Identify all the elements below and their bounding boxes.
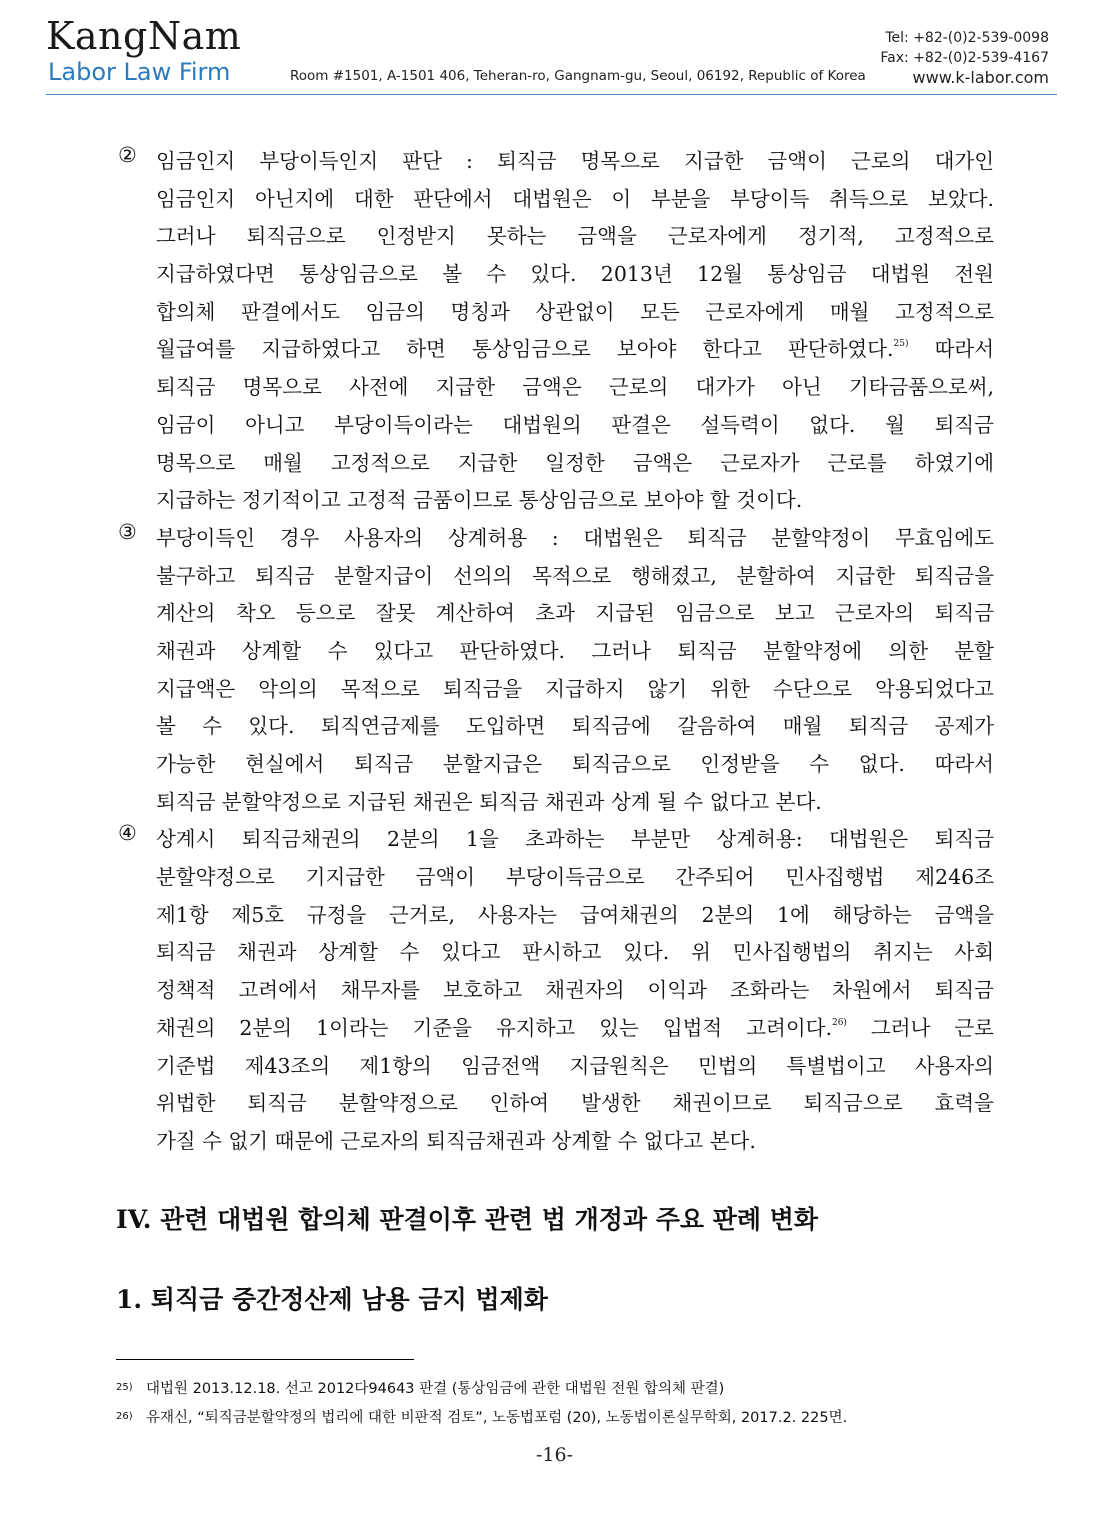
text-line	[156, 331, 994, 369]
footnote-ref[interactable]: 25)	[893, 339, 909, 350]
list-item-3	[114, 520, 994, 822]
text-line: 기준법 제43조의 제1항의 임금전액 지급원칙은 민법의 특별법이고 사용자의	[156, 1053, 994, 1078]
list-item-4	[114, 821, 994, 1160]
website-link[interactable]: www.k-labor.com	[912, 68, 1049, 87]
firm-logo-name: KangNam	[46, 14, 242, 58]
section-heading: IV. 관련 대법원 합의체 판결이후 관련 법 개정과 주요 판례 변화	[116, 1205, 819, 1234]
letterhead	[0, 0, 1109, 100]
list-item-2	[114, 143, 994, 520]
footnote-number: 25)	[116, 1382, 133, 1393]
page-number: -16-	[535, 1444, 574, 1466]
text-line: 임금인지 아닌지에 대한 판단에서 대법원은 이 부분을 부당이득 취득으로 보았다.	[156, 186, 994, 211]
text-line: 위법한 퇴직금 분할약정으로 인하여 발생한 채권이므로 퇴직금으로 효력을	[156, 1091, 994, 1116]
text-line: 가능한 현실에서 퇴직금 분할지급은 퇴직금으로 인정받을 수 없다. 따라서	[156, 752, 994, 776]
text-line: 퇴직금 명목으로 사전에 지급한 금액은 근로의 대가가 아닌 기타금품으로써,	[156, 375, 994, 400]
footnote-number: 26)	[116, 1411, 133, 1422]
text-line: 계산의 착오 등으로 잘못 계산하여 초과 지급된 임금으로 보고 근로자의 퇴직금	[156, 601, 994, 626]
text-line: 부당이득인 경우 사용자의 상계허용 : 대법원은 퇴직금 분할약정이 무효임에도	[156, 525, 994, 550]
text-line: 분할약정으로 기지급한 금액이 부당이득금으로 간주되어 민사집행법 제246조	[156, 865, 994, 890]
footnotes	[116, 1374, 847, 1432]
item-marker: ④	[118, 821, 137, 846]
footnote-text: 대법원 2013.12.18. 선고 2012다94643 판결 (통상임금에 관한 대법원 전원 합의체 판결)	[146, 1381, 725, 1397]
footnote-divider	[116, 1359, 414, 1360]
firm-logo-subtitle: Labor Law Firm	[48, 58, 231, 86]
text-line: 임금이 아니고 부당이득이라는 대법원의 판결은 설득력이 없다. 월 퇴직금	[156, 412, 994, 437]
text-line: 퇴직금 분할약정으로 지급된 채권은 퇴직금 채권과 상계 될 수 없다고 본다.	[156, 789, 822, 814]
line-text: 채권의 2분의 1이라는 기준을 유지하고 있는 입법적 고려이다.	[156, 1015, 832, 1040]
text-line: 상계시 퇴직금채권의 2분의 1을 초과하는 부분만 상계허용: 대법원은 퇴직금	[156, 827, 994, 852]
text-line: 불구하고 퇴직금 분할지급이 선의의 목적으로 행해졌고, 분할하여 지급한 퇴직금을	[156, 563, 994, 588]
text-line: 지급하는 정기적이고 고정적 금품이므로 통상임금으로 보아야 할 것이다.	[156, 488, 803, 513]
header-divider	[46, 94, 1057, 95]
text-line: 지급하였다면 통상임금으로 볼 수 있다. 2013년 12월 통상임금 대법원 전원	[156, 262, 994, 287]
footnote-text: 유재신, “퇴직금분할약정의 법리에 대한 비판적 검토”, 노동법포럼 (20), 노동법이론실무학회, 2017.2. 225면.	[146, 1410, 848, 1426]
text-line: 정책적 고려에서 채무자를 보호하고 채권자의 이익과 조화라는 차원에서 퇴직금	[156, 978, 994, 1003]
document-body	[114, 143, 994, 1161]
text-line: 가질 수 없기 때문에 근로자의 퇴직금채권과 상계할 수 없다고 본다.	[156, 1128, 756, 1153]
line-text: 그러나 근로	[846, 1015, 994, 1040]
firm-contact	[880, 28, 1049, 88]
text-line: 퇴직금 채권과 상계할 수 있다고 판시하고 있다. 위 민사집행법의 취지는 사회	[156, 940, 994, 965]
footnote-ref[interactable]: 26)	[831, 1017, 847, 1028]
fax-number: Fax: +82-(0)2-539-4167	[880, 50, 1049, 66]
item-marker: ②	[118, 143, 137, 167]
text-line: 볼 수 있다. 퇴직연금제를 도입하면 퇴직금에 갈음하여 매월 퇴직금 공제가	[156, 714, 994, 739]
footnote-25	[116, 1374, 847, 1403]
text-line: 채권과 상계할 수 있다고 판단하였다. 그러나 퇴직금 분할약정에 의한 분할	[156, 638, 994, 663]
text-line: 제1항 제5호 규정을 근거로, 사용자는 급여채권의 2분의 1에 해당하는 금액을	[156, 902, 994, 927]
item-marker: ③	[118, 519, 137, 544]
line-text: 따라서	[908, 337, 994, 362]
tel-number: Tel: +82-(0)2-539-0098	[885, 30, 1049, 46]
text-line	[156, 1010, 994, 1048]
firm-address: Room #1501, A-1501 406, Teheran-ro, Gangnam-gu, Seoul, 06192, Republic of Korea	[290, 68, 866, 84]
footnote-26	[116, 1403, 847, 1432]
text-line: 합의체 판결에서도 임금의 명칭과 상관없이 모든 근로자에게 매월 고정적으로	[156, 299, 994, 324]
subsection-heading: 1. 퇴직금 중간정산제 남용 금지 법제화	[116, 1285, 548, 1314]
text-line: 임금인지 부당이득인지 판단 : 퇴직금 명목으로 지급한 금액이 근로의 대가인	[156, 149, 994, 173]
line-text: 월급여를 지급하였다고 하면 통상임금으로 보아야 한다고 판단하였다.	[156, 337, 894, 362]
text-line: 그러나 퇴직금으로 인정받지 못하는 금액을 근로자에게 정기적, 고정적으로	[156, 224, 994, 249]
text-line: 지급액은 악의의 목적으로 퇴직금을 지급하지 않기 위한 수단으로 악용되었다고	[156, 676, 994, 701]
text-line: 명목으로 매월 고정적으로 지급한 일정한 금액은 근로자가 근로를 하였기에	[156, 450, 994, 475]
